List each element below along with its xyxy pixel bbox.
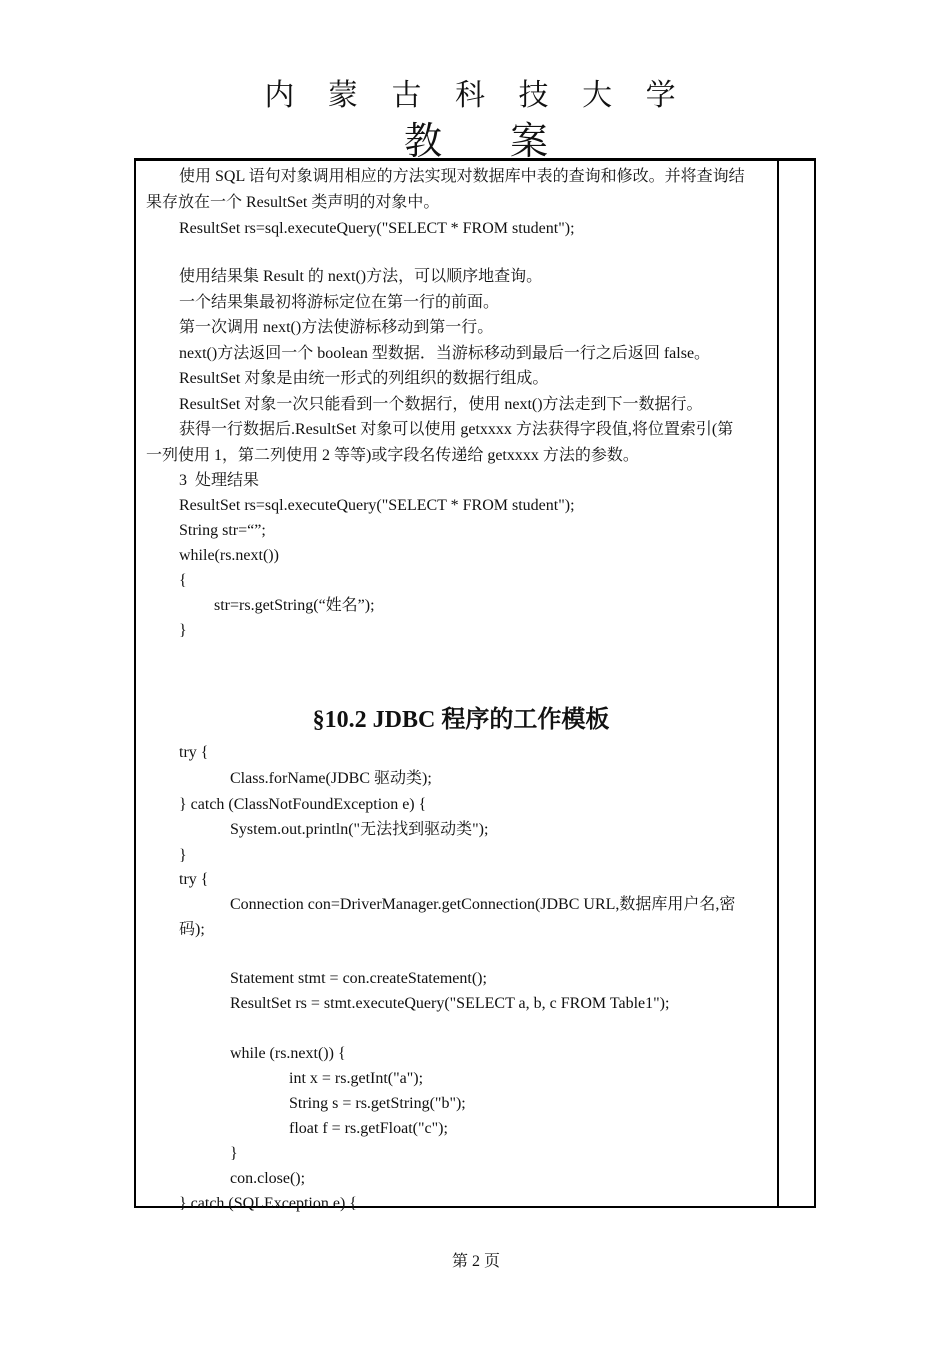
text-line: ResultSet rs=sql.executeQuery("SELECT * FROM student"); [179, 220, 575, 237]
content-table [134, 158, 816, 1212]
text-line: } catch (ClassNotFoundException e) { [179, 796, 427, 813]
text-line: } [179, 622, 187, 639]
university-title: 内 蒙 古 科 技 大 学 [264, 78, 688, 113]
text-line: try { [179, 744, 209, 761]
text-line: System.out.println("无法找到驱动类"); [230, 821, 489, 838]
section-heading: §10.2 JDBC 程序的工作模板 [312, 707, 610, 733]
text-line: 码); [179, 921, 205, 938]
text-line: 使用结果集 Result 的 next()方法，可以顺序地查询。 [179, 268, 543, 285]
text-line: ResultSet rs = stmt.executeQuery("SELECT a, b, c FROM Table1"); [230, 995, 670, 1012]
text-line: float f = rs.getFloat("c"); [289, 1120, 448, 1137]
text-line: 第一次调用 next()方法使游标移动到第一行。 [179, 319, 494, 336]
text-line: Statement stmt = con.createStatement(); [230, 970, 487, 987]
text-line: ResultSet rs=sql.executeQuery("SELECT * FROM student"); [179, 497, 575, 514]
text-line: 获得一行数据后.ResultSet 对象可以使用 getxxxx 方法获得字段值,将位置索引(第 [179, 421, 734, 438]
page-footer: 第 2 页 [451, 1253, 500, 1270]
text-line: 果存放在一个 ResultSet 类声明的对象中。 [146, 194, 440, 211]
text-line: { [179, 572, 187, 589]
text-line: while(rs.next()) [179, 547, 279, 564]
lesson-plan-char-1: 教 [403, 119, 442, 163]
text-line: } [179, 847, 187, 864]
text-line: 使用 SQL 语句对象调用相应的方法实现对数据库中表的查询和修改。并将查询结 [179, 168, 745, 185]
text-line: 3 处理结果 [179, 472, 260, 489]
text-line: String s = rs.getString("b"); [289, 1095, 466, 1112]
lesson-plan-title [0, 110, 952, 165]
text-line: 一列使用 1，第二列使用 2 等等)或字段名传递给 getxxxx 方法的参数。 [146, 447, 639, 464]
text-line: 一个结果集最初将游标定位在第一行的前面。 [179, 294, 500, 311]
text-line: String str=“”; [179, 522, 266, 539]
text-line: try { [179, 871, 209, 888]
text-line: while (rs.next()) { [230, 1045, 346, 1062]
text-line: int x = rs.getInt("a"); [289, 1070, 424, 1087]
text-line: ResultSet 对象是由统一形式的列组织的数据行组成。 [179, 370, 549, 387]
text-line: } catch (SQLException e) { [179, 1195, 357, 1212]
text-line: } [230, 1145, 238, 1162]
text-line: con.close(); [230, 1170, 306, 1187]
table-right-column [777, 161, 779, 1206]
text-line: str=rs.getString(“姓名”); [214, 597, 375, 614]
text-line: Connection con=DriverManager.getConnection(JDBC URL,数据库用户名,密 [230, 896, 736, 913]
text-line: next()方法返回一个 boolean 型数据．当游标移动到最后一行之后返回 false。 [179, 345, 711, 362]
lesson-plan-char-2: 案 [510, 119, 549, 163]
text-line: ResultSet 对象一次只能看到一个数据行，使用 next()方法走到下一数据行。 [179, 396, 703, 413]
text-line: Class.forName(JDBC 驱动类); [230, 770, 432, 787]
